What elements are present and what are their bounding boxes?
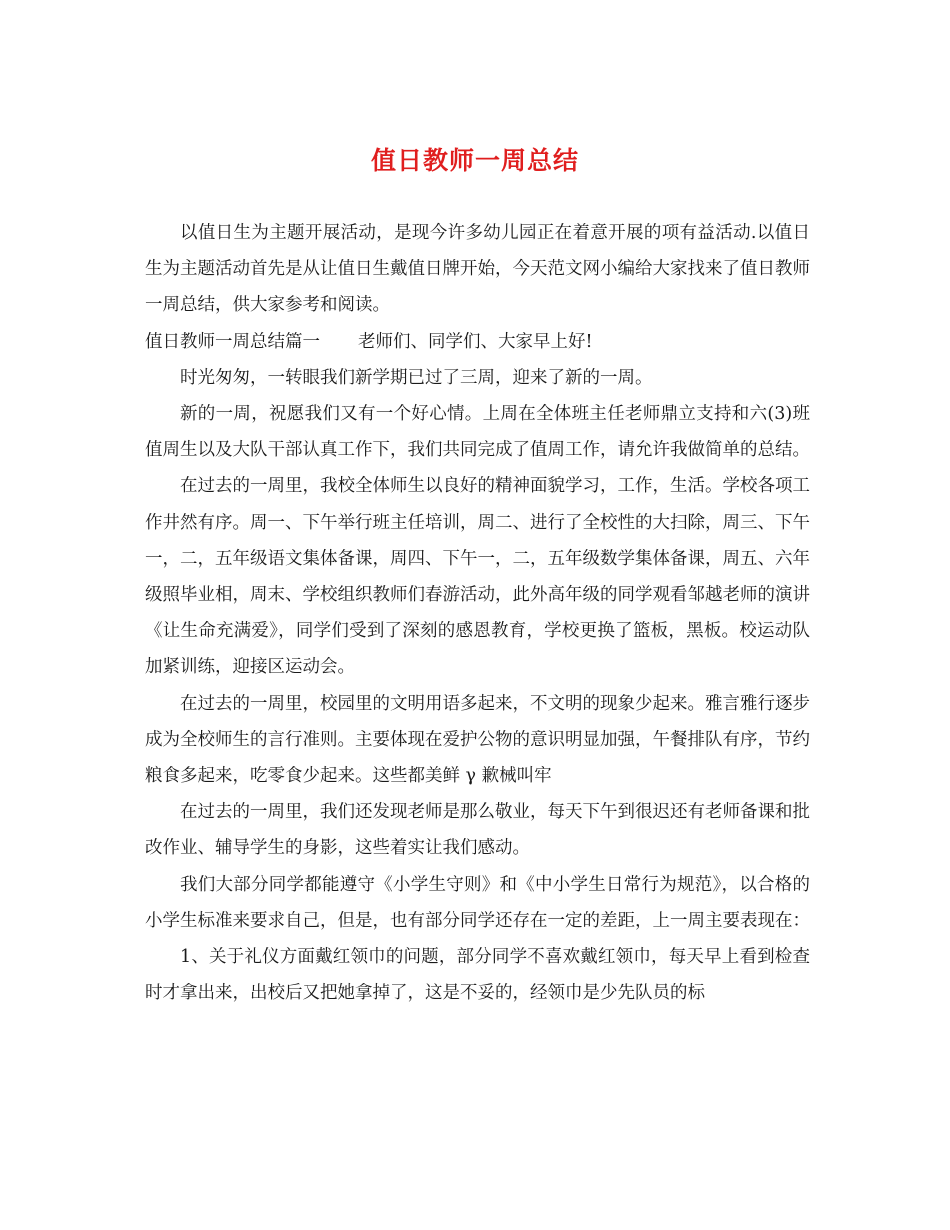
section-heading-line xyxy=(145,324,810,360)
greeting: 老师们、同学们、大家早上好! xyxy=(358,331,593,352)
paragraph-teachers: 在过去的一周里，我们还发现老师是那么敬业，每天下午到很迟还有老师备课和批改作业、辅导学生的身影，这些着实让我们感动。 xyxy=(145,802,810,859)
section-heading: 值日教师一周总结篇一 xyxy=(145,331,320,352)
paragraph-time: 时光匆匆，一转眼我们新学期已过了三周，迎来了新的一周。 xyxy=(180,367,653,388)
paragraph-past-week-work: 在过去的一周里，我校全体师生以良好的精神面貌学习，工作，生活。学校各项工作井然有序。周一、下午举行班主任培训，周二、进行了全校性的大扫除，周三、下午一，二，五年级语文集体备课，周四、下午一，二，五年级数学集体备课，周五、六年级照毕业相，周末、学校组织教师们春游活动，此外高年级的同学观看邹越老师的演讲《让生命充满爱》，同学们受到了深刻的感恩教育，学校更换了篮板，黑板。校运动队加紧训练，迎接区运动会。 xyxy=(145,476,810,678)
paragraph-new-week: 新的一周，祝愿我们又有一个好心情。上周在全体班主任老师鼎立支持和六(3)班值周生以及大队干部认真工作下，我们共同完成了值周工作，请允许我做简单的总结。 xyxy=(145,404,810,461)
document-body xyxy=(145,215,810,1011)
paragraph-etiquette: 1、关于礼仪方面戴红领巾的问题，部分同学不喜欢戴红领巾，每天早上看到检查时才拿出来，出校后又把她拿掉了，这是不妥的，经领巾是少先队员的标 xyxy=(145,947,810,1004)
document-title: 值日教师一周总结 xyxy=(370,146,579,175)
paragraph-civility: 在过去的一周里，校园里的文明用语多起来，不文明的现象少起来。雅言雅行逐步成为全校师生的言行准则。主要体现在爱护公物的意识明显加强，午餐排队有序，节约粮食多起来，吃零食少起来。这些都美鲜 γ 歉械叫牢 xyxy=(145,693,810,787)
paragraph-intro: 以值日生为主题开展活动，是现今许多幼儿园正在着意开展的项有益活动.以值日生为主题活动首先是从让值日生戴值日牌开始，今天范文网小编给大家找来了值日教师一周总结，供大家参考和阅读。 xyxy=(145,223,810,316)
paragraph-students: 我们大部分同学都能遵守《小学生守则》和《中小学生日常行为规范》，以合格的小学生标准来要求自己，但是，也有部分同学还存在一定的差距，上一周主要表现在： xyxy=(145,874,810,931)
